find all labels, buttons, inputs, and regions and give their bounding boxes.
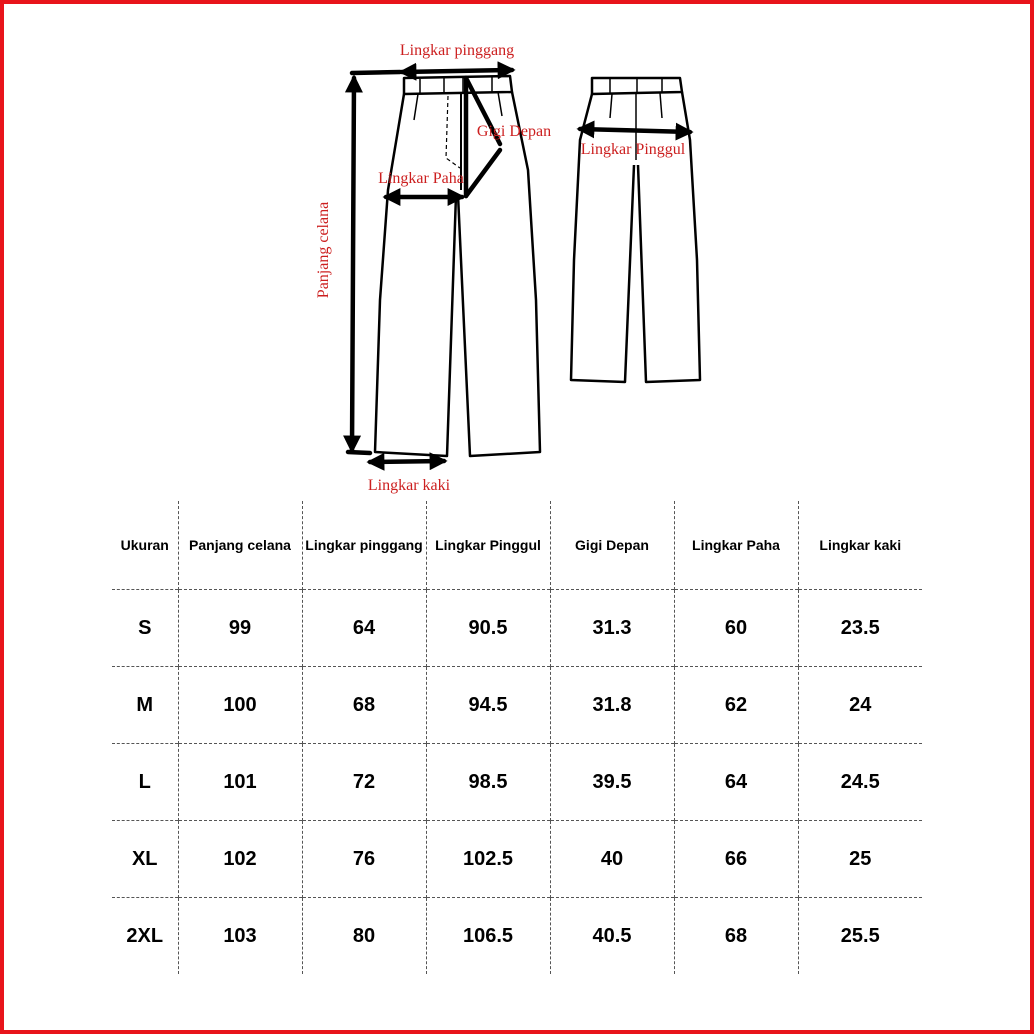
cell-hip: 98.5	[426, 744, 550, 821]
cell-length: 101	[178, 744, 302, 821]
cell-waist: 72	[302, 744, 426, 821]
cell-front-rise: 31.8	[550, 667, 674, 744]
cell-thigh: 66	[674, 821, 798, 898]
cell-size: L	[112, 744, 178, 821]
cell-hem: 23.5	[798, 590, 922, 667]
waist-label: Lingkar pinggang	[399, 42, 515, 59]
cell-front-rise: 40.5	[550, 898, 674, 975]
cell-hem: 25.5	[798, 898, 922, 975]
header-size: Ukuran	[120, 537, 169, 553]
cell-thigh: 60	[674, 590, 798, 667]
cell-thigh: 64	[674, 744, 798, 821]
cell-waist: 64	[302, 590, 426, 667]
cell-size: XL	[112, 821, 178, 898]
size-chart-table	[112, 501, 922, 974]
cell-front-rise: 31.3	[550, 590, 674, 667]
header-hem: Lingkar kaki	[798, 501, 922, 590]
hem-label: Lingkar kaki	[367, 477, 451, 494]
cell-hem: 24.5	[798, 744, 922, 821]
cell-length: 100	[178, 667, 302, 744]
table-row	[112, 821, 922, 898]
header-hip: Lingkar Pinggul	[426, 501, 550, 590]
pants-back-view	[571, 78, 700, 382]
table-row	[112, 898, 922, 975]
cell-thigh: 62	[674, 667, 798, 744]
front-rise-label: Gigi Depan	[476, 123, 552, 140]
cell-size: 2XL	[112, 898, 178, 975]
cell-hip: 94.5	[426, 667, 550, 744]
thigh-label: Lingkar Paha	[378, 170, 464, 187]
cell-size: M	[112, 667, 178, 744]
cell-hip: 106.5	[426, 898, 550, 975]
cell-waist: 76	[302, 821, 426, 898]
cell-hip: 102.5	[426, 821, 550, 898]
table-row	[112, 667, 922, 744]
cell-size: S	[112, 590, 178, 667]
cell-front-rise: 39.5	[550, 744, 674, 821]
cell-hem: 24	[798, 667, 922, 744]
header-waist: Lingkar pinggang	[302, 501, 426, 590]
cell-thigh: 68	[674, 898, 798, 975]
header-front-rise: Gigi Depan	[550, 501, 674, 590]
cell-length: 99	[178, 590, 302, 667]
cell-length: 102	[178, 821, 302, 898]
header-length: Panjang celana	[178, 501, 302, 590]
cell-waist: 80	[302, 898, 426, 975]
cell-waist: 68	[302, 667, 426, 744]
hip-label: Lingkar Pinggul	[580, 141, 686, 158]
size-chart-header-row	[112, 501, 922, 590]
table-row	[112, 590, 922, 667]
pants-measurement-diagram	[0, 0, 1034, 500]
cell-hem: 25	[798, 821, 922, 898]
table-row	[112, 744, 922, 821]
cell-front-rise: 40	[550, 821, 674, 898]
cell-length: 103	[178, 898, 302, 975]
length-label: Panjang celana	[315, 201, 332, 299]
cell-hip: 90.5	[426, 590, 550, 667]
header-thigh: Lingkar Paha	[674, 501, 798, 590]
